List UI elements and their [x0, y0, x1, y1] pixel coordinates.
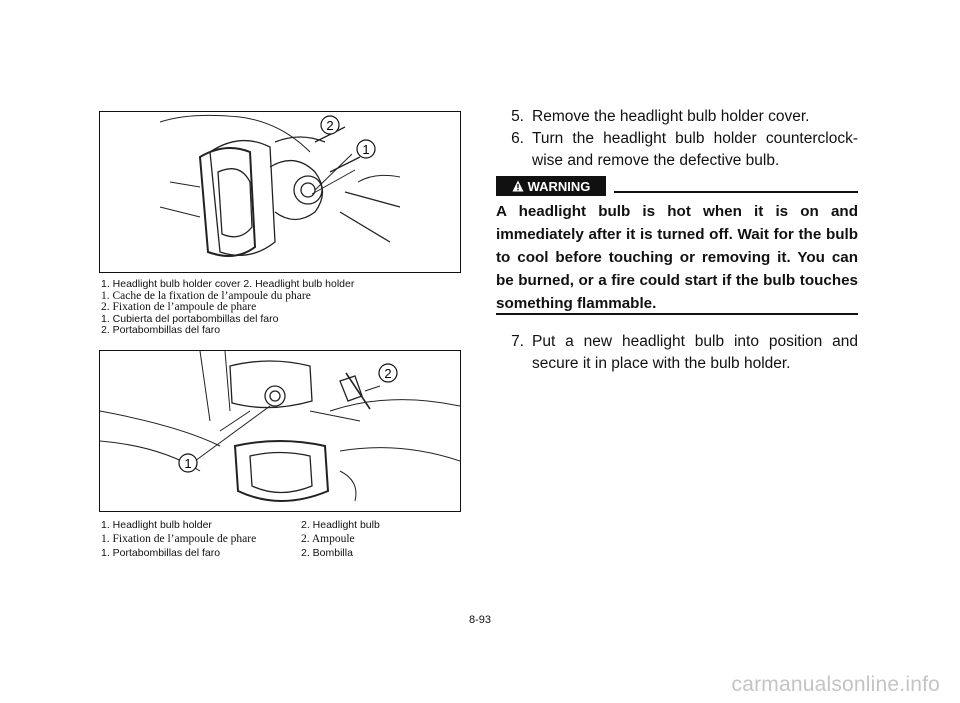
figure2-caption-row — [101, 547, 380, 561]
fig2-callout-2-label: 2 — [384, 366, 392, 381]
figure2-caption-item: 1. Portabombillas del faro — [101, 547, 221, 560]
step-number: 7. — [511, 333, 524, 350]
figure2-caption-row — [101, 519, 380, 533]
figure2-caption-item: 2. Ampoule — [301, 533, 355, 546]
warning-label-box — [496, 176, 606, 196]
figure1-caption-line: 2. Portabombillas del faro — [101, 324, 221, 336]
step-number: 5. — [511, 108, 524, 125]
figure1-caption-line: 2. Fixation de l’ampoule de phare — [101, 301, 257, 313]
figure2-caption — [101, 519, 380, 561]
figure1-caption-line: 1. Cubierta del portabombillas del faro — [101, 312, 279, 325]
warning-label: WARNING — [527, 178, 591, 194]
figure1-caption — [101, 279, 354, 337]
step-5 — [496, 106, 858, 128]
figure2-caption-item: 1. Headlight bulb holder — [101, 519, 212, 532]
figure2-caption-item: 2. Bombilla — [301, 547, 353, 560]
step-7 — [496, 331, 858, 375]
warning-body: A headlight bulb is hot when it is on and immediately after it is turned off. Wait for the bulb to cool before touching or removing it. You can be burned, or a fire could start if the bulb touches something flammable. — [496, 203, 858, 312]
fig1-callout-1 — [357, 140, 375, 158]
figure2-caption-item: 1. Fixation de l’ampoule de phare — [101, 533, 257, 546]
fig2-callout-2 — [379, 364, 397, 382]
warning-text — [496, 200, 858, 315]
warning-divider — [614, 191, 858, 193]
fig1-callout-2-label: 2 — [326, 118, 334, 133]
fig1-callout-2 — [321, 116, 339, 134]
fig2-callout-1-label: 1 — [184, 456, 192, 471]
step-text: Remove the headlight bulb holder cover. — [532, 108, 810, 125]
step-text: Turn the headlight bulb holder counterclock-wise and remove the defective bulb. — [532, 130, 858, 169]
procedure-steps — [496, 106, 858, 172]
watermark: carmanualsonline.info — [731, 673, 940, 696]
step-7-row — [496, 331, 858, 375]
figure1-caption-line: 1. Cache de la fixation de l’ampoule du phare — [101, 289, 311, 302]
step-text: Put a new headlight bulb into position and secure it in place with the bulb holder. — [532, 333, 858, 372]
figure1-drawing — [100, 112, 460, 272]
fig1-callout-1-label: 1 — [362, 142, 370, 157]
step-number: 6. — [511, 130, 524, 147]
headlight-bulb-holder-cover-illustration — [99, 111, 461, 273]
figure1-caption-line: 1. Headlight bulb holder cover 2. Headlight bulb holder — [101, 278, 355, 290]
warning-triangle-icon — [512, 180, 524, 192]
step-6 — [496, 128, 858, 172]
warning-header — [496, 176, 858, 196]
headlight-bulb-holder-illustration — [99, 350, 461, 512]
warning-end-divider — [496, 313, 858, 315]
fig2-callout-1 — [179, 454, 197, 472]
page-number: 8-93 — [468, 614, 492, 626]
figure2-drawing — [100, 351, 460, 511]
figure2-caption-item: 2. Headlight bulb — [301, 519, 380, 532]
figure2-caption-row — [101, 533, 380, 547]
